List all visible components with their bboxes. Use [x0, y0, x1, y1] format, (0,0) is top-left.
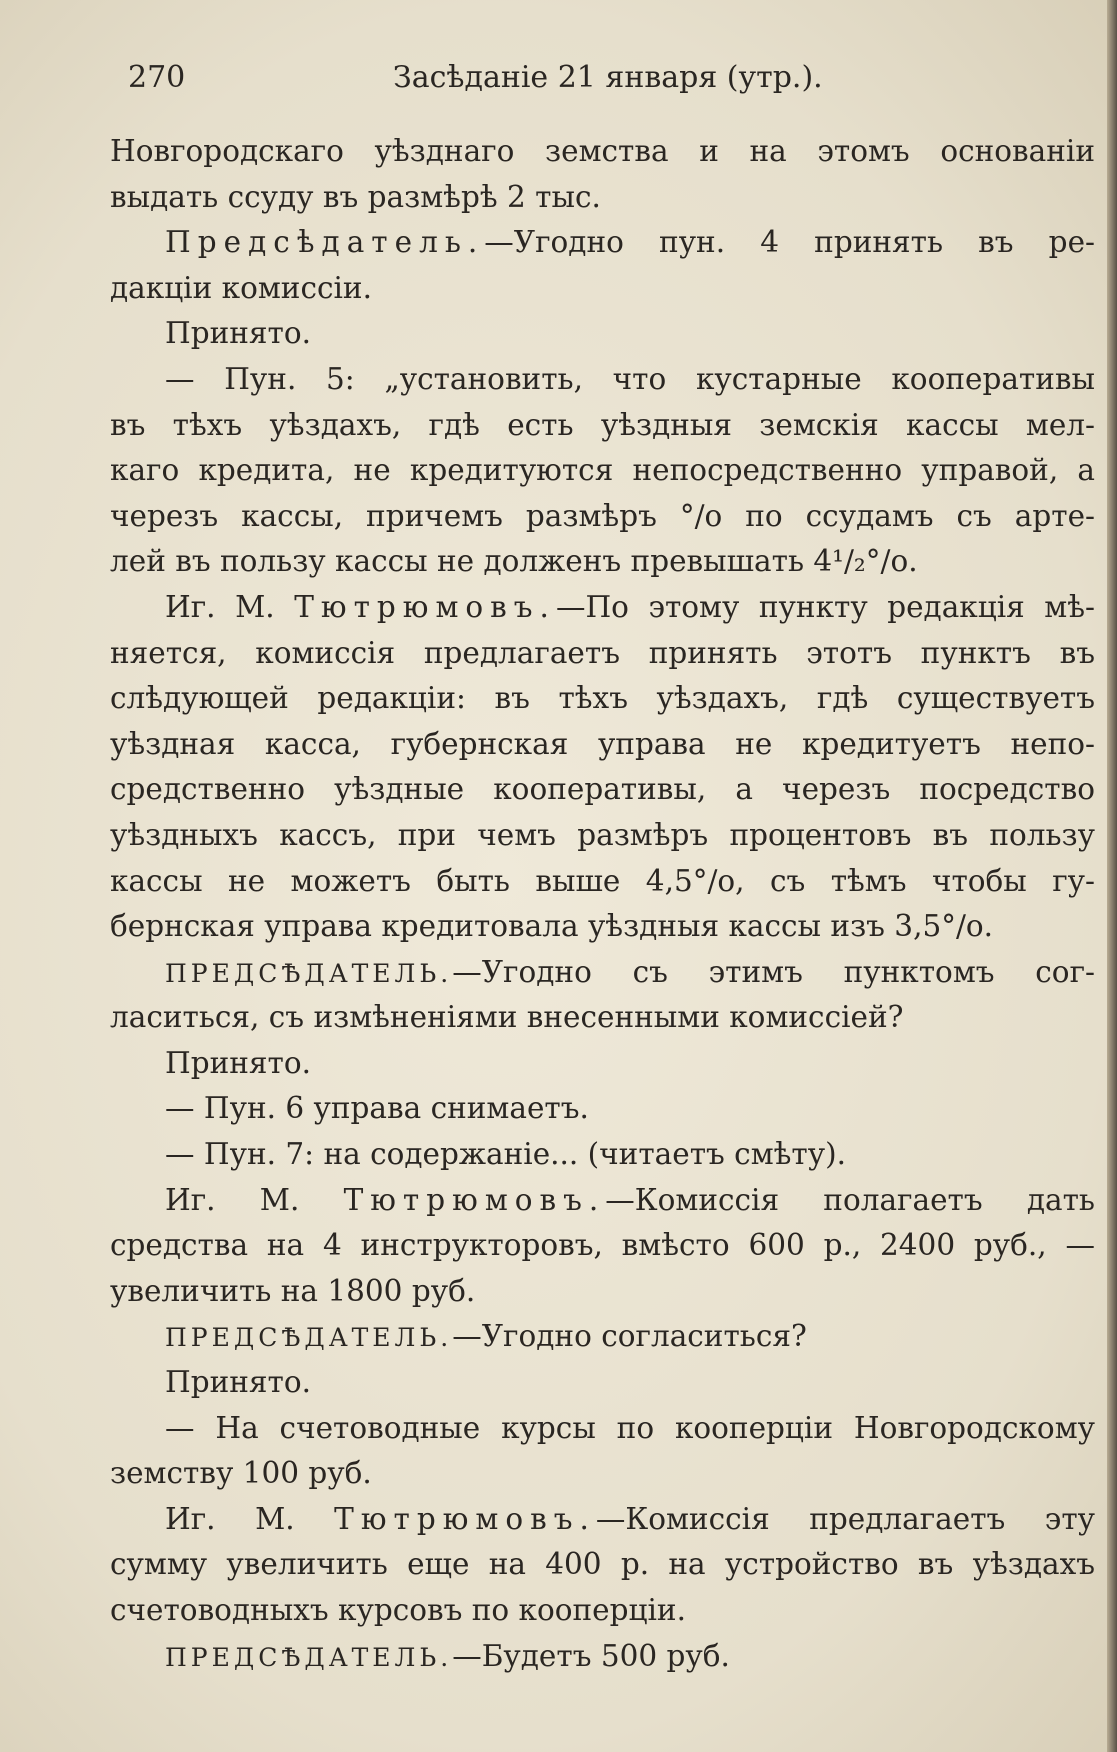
speaker-name: Предсѣдатель. — [165, 225, 485, 260]
text-line — [110, 767, 1095, 813]
speaker-prefix: Иг. М. — [165, 1501, 335, 1536]
text-line — [110, 1223, 1095, 1269]
text-line — [110, 676, 1095, 722]
line-text: сумму увеличить еще на 400 р. на устройство въ уѣздахъ — [110, 1547, 1095, 1582]
line-text: средства на 4 инструкторовъ, вмѣсто 600 р., 2400 руб., — — [110, 1228, 1095, 1263]
text-line — [110, 494, 1095, 540]
page-edge-shadow — [1107, 0, 1117, 1752]
text-line — [110, 311, 1095, 357]
line-text: въ тѣхъ уѣздахъ, гдѣ есть уѣздныя земскія кассы мел- — [110, 407, 1095, 442]
line-text: —Комиссія предлагаетъ эту — [595, 1501, 1095, 1536]
text-line — [110, 1497, 1095, 1543]
line-text: черезъ кассы, причемъ размѣръ °/о по ссудамъ съ арте- — [110, 498, 1095, 533]
line-text: — Пун. 7: на содержаніе... (читаетъ смѣту). — [165, 1137, 846, 1172]
line-text: земству 100 руб. — [110, 1456, 372, 1491]
line-text: —По этому пункту редакція мѣ- — [555, 589, 1095, 624]
line-text: средственно уѣздные кооперативы, а черезъ посредство — [110, 772, 1095, 807]
line-text: счетоводныхъ курсовъ по кооперціи. — [110, 1593, 686, 1627]
speaker-name: Тютрюмовъ. — [334, 1501, 596, 1536]
line-text: — Пун. 5: „установить, что кустарные кооперативы — [165, 361, 1095, 396]
line-text: — Пун. 6 управа снимаетъ. — [165, 1091, 589, 1126]
text-line — [110, 631, 1095, 677]
page-number: 270 — [128, 60, 186, 95]
text-line — [110, 1132, 1095, 1178]
line-text: — На счетоводные курсы по кооперціи Новгородскому — [165, 1410, 1095, 1445]
text-line — [110, 1588, 1095, 1634]
line-text: слѣдующей редакціи: въ тѣхъ уѣздахъ, гдѣ существуетъ — [110, 681, 1095, 716]
line-text: —Будетъ 500 руб. — [452, 1638, 730, 1673]
line-text: лей въ пользу кассы не долженъ превышать 4¹/₂°/о. — [110, 544, 918, 579]
line-text: выдать ссуду въ размѣрѣ 2 тыс. — [110, 179, 601, 214]
line-text: каго кредита, не кредитуются непосредственно управой, а — [110, 453, 1095, 488]
text-line — [110, 129, 1095, 175]
running-title: Засѣданіе 21 января (утр.). — [393, 60, 823, 95]
text-line — [110, 1542, 1095, 1588]
line-text: —Угодно согласиться? — [452, 1319, 807, 1354]
speaker-prefix: Иг. М. — [165, 1182, 344, 1217]
line-text: —Угодно съ этимъ пунктомъ сог- — [452, 954, 1095, 989]
text-line — [110, 995, 1095, 1041]
line-text: уѣздныхъ кассъ, при чемъ размѣръ процентовъ въ пользу — [110, 817, 1095, 852]
speaker-name: ПРЕДСѢДАТЕЛЬ. — [165, 958, 453, 988]
text-line — [110, 266, 1095, 312]
line-text: —Комиссія полагаетъ дать — [605, 1182, 1095, 1217]
text-line — [110, 539, 1095, 585]
text-line — [110, 585, 1095, 631]
line-text: ласиться, съ измѣненіями внесенными комиссіей? — [110, 1000, 904, 1035]
text-line — [110, 859, 1095, 905]
text-line — [110, 950, 1095, 996]
line-text: бернская управа кредитовала уѣздныя кассы изъ 3,5°/о. — [110, 909, 994, 944]
text-line — [110, 448, 1095, 494]
line-text: увеличить на 1800 руб. — [110, 1273, 476, 1308]
text-line — [110, 904, 1095, 950]
text-line — [110, 1041, 1095, 1087]
line-text: Принято. — [165, 1045, 312, 1080]
text-line — [110, 220, 1095, 266]
text-line — [110, 1406, 1095, 1452]
speaker-name: ПРЕДСѢДАТЕЛЬ. — [165, 1642, 453, 1672]
text-line — [110, 1314, 1095, 1360]
text-line — [110, 813, 1095, 859]
line-text: Принято. — [165, 1365, 312, 1400]
speaker-name: ПРЕДСѢДАТЕЛЬ. — [165, 1323, 453, 1353]
text-line — [110, 1178, 1095, 1224]
text-body — [110, 129, 1095, 1679]
text-line — [110, 1360, 1095, 1406]
line-text: Принято. — [165, 316, 312, 351]
line-text: Новгородскаго уѣзднаго земства и на этомъ основаніи — [110, 134, 1095, 168]
text-line — [110, 1086, 1095, 1132]
line-text: няется, комиссія предлагаетъ принять этотъ пунктъ въ — [110, 635, 1095, 670]
text-line — [110, 1269, 1095, 1315]
line-text: кассы не можетъ быть выше 4,5°/о, съ тѣмъ чтобы гу- — [110, 863, 1095, 898]
page-header — [128, 60, 1078, 100]
text-line — [110, 1451, 1095, 1497]
line-text: дакціи комиссіи. — [110, 270, 372, 305]
speaker-prefix: Иг. М. — [165, 589, 295, 624]
text-line — [110, 357, 1095, 403]
text-line — [110, 175, 1095, 221]
text-line — [110, 403, 1095, 449]
text-line — [110, 1634, 1095, 1680]
speaker-name: Тютрюмовъ. — [294, 589, 556, 624]
text-line — [110, 722, 1095, 768]
line-text: уѣздная касса, губернская управа не кредитуетъ непо- — [110, 726, 1095, 761]
line-text: —Угодно пун. 4 принять въ ре- — [484, 225, 1095, 260]
speaker-name: Тютрюмовъ. — [343, 1182, 606, 1217]
